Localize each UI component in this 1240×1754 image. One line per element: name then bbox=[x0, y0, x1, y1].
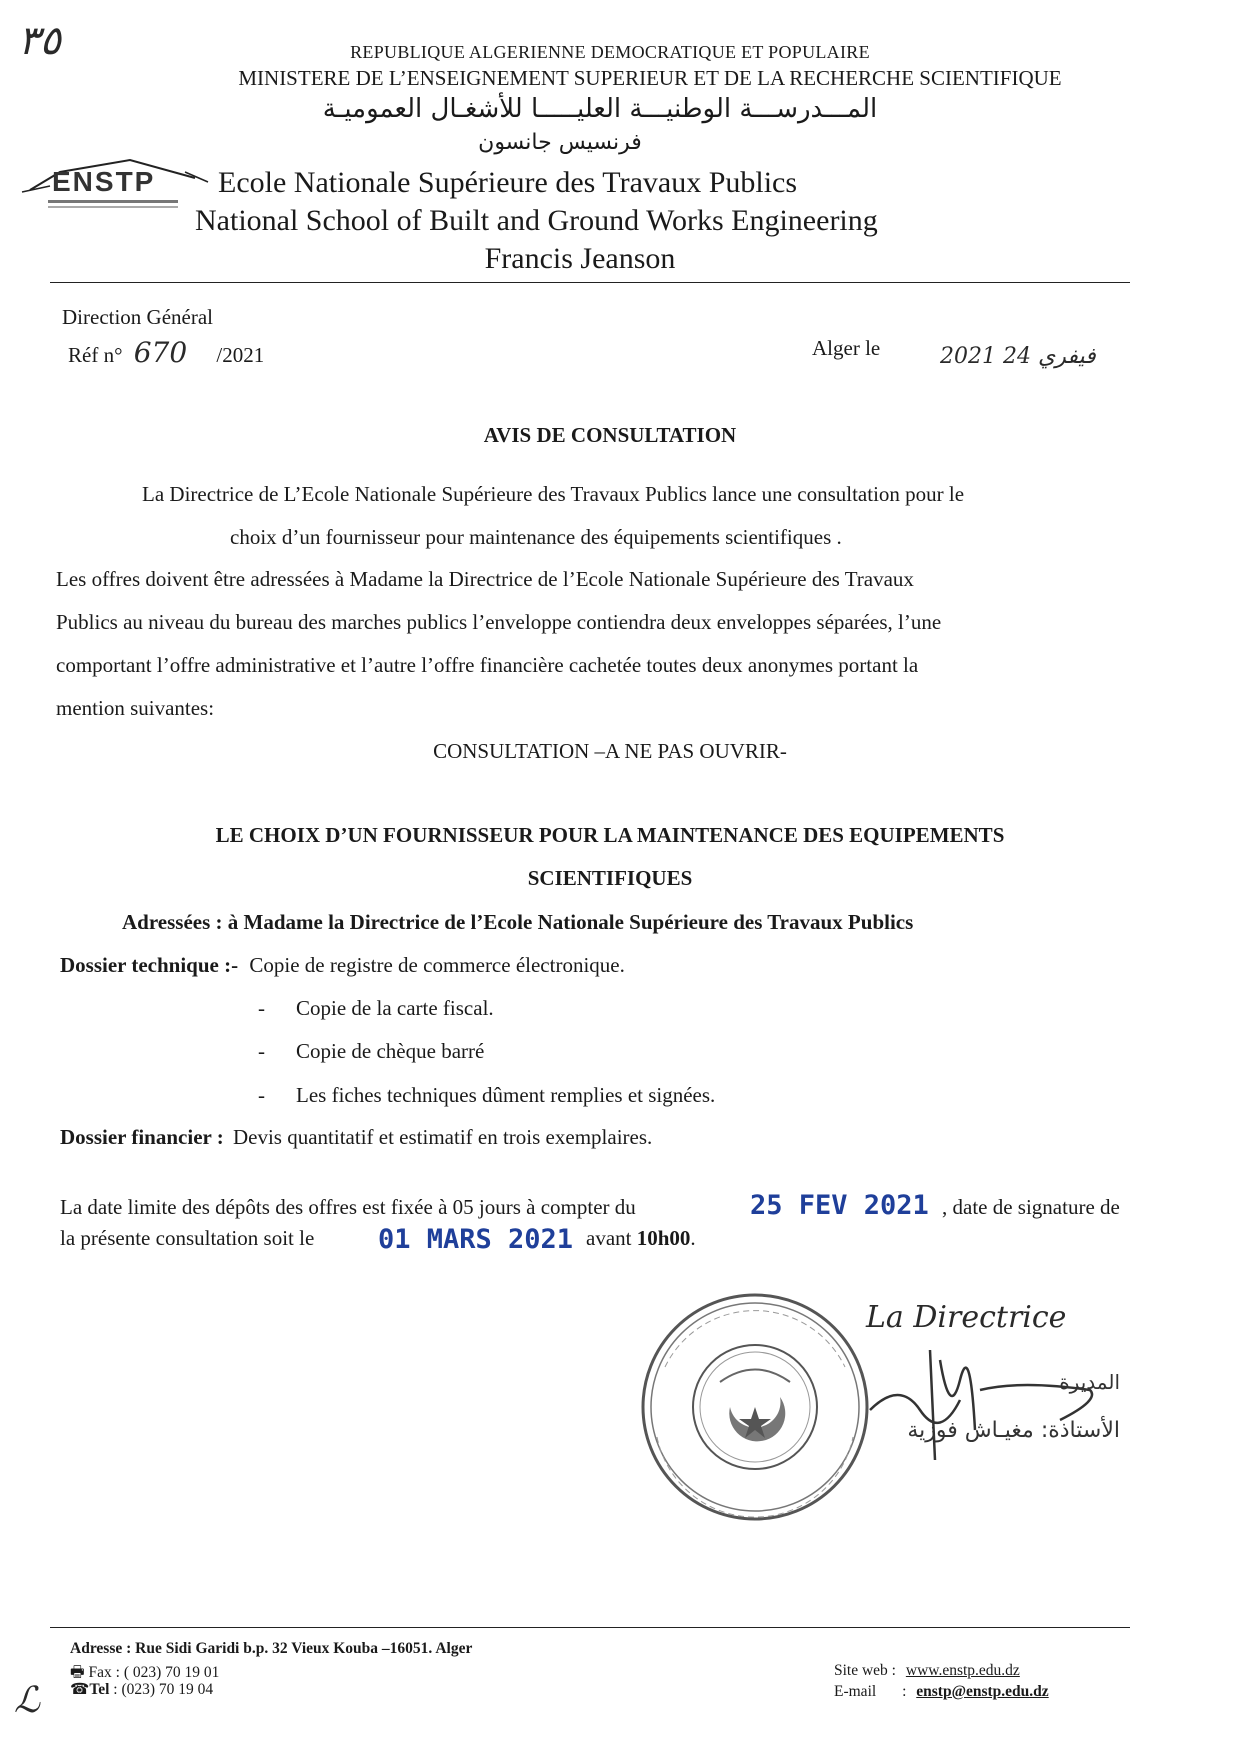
web-label: Site web : bbox=[834, 1662, 896, 1679]
email-link[interactable]: enstp@enstp.edu.dz bbox=[916, 1683, 1049, 1700]
signatory-role-arabic: المديرة bbox=[1059, 1370, 1120, 1394]
direction-label: Direction Général bbox=[62, 305, 214, 329]
ref-year: /2021 bbox=[216, 343, 265, 367]
dossier-technique bbox=[60, 953, 625, 978]
consultation-mention: CONSULTATION –A NE PAS OUVRIR- bbox=[433, 739, 787, 763]
francis-arabic: فرنسيس جانسون bbox=[478, 130, 642, 155]
date-stamp-deadline: 01 MARS 2021 bbox=[378, 1224, 574, 1255]
deadline-time: 10h00 bbox=[636, 1226, 691, 1250]
francis-jeanson: Francis Jeanson bbox=[484, 242, 676, 275]
dossier-technique-label: Dossier technique :- bbox=[60, 953, 239, 977]
dossier-financier-text: Devis quantitatif et estimatif en trois exemplaires. bbox=[232, 1125, 653, 1149]
signatory-name-arabic: الأستاذة: مغيـاش فوزية bbox=[907, 1418, 1120, 1443]
handwritten-mark: ℒ bbox=[14, 1680, 40, 1721]
logo-subtext-line bbox=[48, 206, 178, 208]
subject-line2: SCIENTIFIQUES bbox=[527, 866, 693, 890]
paragraph2-line1: Les offres doivent être adressées à Madame la Directrice de l’Ecole Nationale Supérieure des Travaux bbox=[56, 567, 914, 591]
list-item-text: Copie de la carte fiscal. bbox=[296, 996, 494, 1020]
deadline-part1: La date limite des dépôts des offres est fixée à 05 jours à compter du bbox=[60, 1195, 636, 1219]
website-link[interactable]: www.enstp.edu.dz bbox=[905, 1662, 1020, 1679]
footer-tel bbox=[70, 1680, 213, 1699]
handwritten-signature-graphic bbox=[860, 1340, 1110, 1470]
footer-web bbox=[834, 1662, 1020, 1680]
fax-label: Fax bbox=[88, 1664, 112, 1681]
paragraph2-line3: comportant l’offre administrative et l’autre l’offre financière cachetée toutes deux anonymes portant la bbox=[56, 653, 919, 677]
official-seal bbox=[635, 1287, 875, 1527]
footer-divider bbox=[50, 1627, 1130, 1628]
tel-label: Tel bbox=[89, 1681, 110, 1698]
school-name-en: National School of Built and Ground Works Engineering bbox=[195, 204, 878, 237]
email-separator: : bbox=[902, 1683, 907, 1700]
list-item-text: Les fiches techniques dûment remplies et signées. bbox=[296, 1083, 716, 1107]
list-item-text: Copie de chèque barré bbox=[296, 1039, 485, 1063]
dossier-financier bbox=[60, 1125, 652, 1150]
paragraph2-line2: Publics au niveau du bureau des marches publics l’enveloppe contiendra deux enveloppes séparées, l’une bbox=[56, 610, 942, 634]
republic-line: REPUBLIQUE ALGERIENNE DEMOCRATIQUE ET POPULAIRE bbox=[350, 42, 870, 62]
fax-icon: 🖶 bbox=[70, 1664, 85, 1681]
logo-text: ENSTP bbox=[52, 166, 156, 197]
paragraph1-line2: choix d’un fournisseur pour maintenance des équipements scientifiques . bbox=[230, 525, 842, 549]
list-item bbox=[258, 996, 494, 1021]
dossier-technique-item: Copie de registre de commerce électronique. bbox=[249, 953, 625, 977]
ministry-line: MINISTERE DE L’ENSEIGNEMENT SUPERIEUR ET DE LA RECHERCHE SCIENTIFIQUE bbox=[238, 66, 1062, 90]
deadline-part3: la présente consultation soit le bbox=[60, 1226, 315, 1250]
school-name-arabic: المـــدرســـة الوطنيـــة العليـــــا للأشغـال العموميـة bbox=[322, 94, 878, 124]
dossier-financier-label: Dossier financier : bbox=[60, 1125, 224, 1149]
ref-number: 670 bbox=[133, 336, 188, 369]
tel-number: : (023) 70 19 04 bbox=[113, 1681, 214, 1698]
signature-title: La Directrice bbox=[866, 1300, 1067, 1335]
handwritten-page-number: ٣٥ bbox=[18, 18, 61, 64]
alger-label: Alger le bbox=[812, 336, 881, 360]
paragraph2-line4: mention suivantes: bbox=[56, 696, 215, 720]
deadline-avant: avant bbox=[586, 1226, 632, 1250]
enstp-logo bbox=[20, 150, 210, 220]
fax-number: : ( 023) 70 19 01 bbox=[115, 1664, 220, 1681]
list-bullet: - bbox=[258, 1039, 265, 1063]
list-item bbox=[258, 1039, 485, 1064]
list-bullet: - bbox=[258, 996, 265, 1020]
handwritten-signature bbox=[860, 1340, 1110, 1470]
deadline-end: . bbox=[690, 1226, 696, 1250]
deadline-time-line bbox=[586, 1226, 696, 1251]
document-title: AVIS DE CONSULTATION bbox=[483, 423, 737, 447]
school-name-fr: Ecole Nationale Supérieure des Travaux Publics bbox=[218, 166, 798, 199]
date-stamp-received: 25 FEV 2021 bbox=[750, 1190, 929, 1221]
ref-label: Réf n° bbox=[68, 343, 123, 367]
deadline-part2: , date de signature de bbox=[942, 1195, 1120, 1219]
official-seal-graphic bbox=[635, 1287, 875, 1527]
logo-subtext-line bbox=[48, 200, 178, 203]
footer-address: Adresse : Rue Sidi Garidi b.p. 32 Vieux Kouba –16051. Alger bbox=[70, 1640, 473, 1657]
addressed-line: Adressées : à Madame la Directrice de l’Ecole Nationale Supérieure des Travaux Publics bbox=[122, 910, 914, 934]
email-label: E-mail bbox=[834, 1683, 877, 1700]
date-handwritten: 2021 فيفري 24 bbox=[940, 344, 1096, 369]
footer-email bbox=[834, 1683, 1049, 1701]
list-item bbox=[258, 1083, 716, 1108]
subject-line1: LE CHOIX D’UN FOURNISSEUR POUR LA MAINTENANCE DES EQUIPEMENTS bbox=[215, 823, 1005, 847]
phone-icon: ☎ bbox=[70, 1681, 90, 1698]
paragraph1-line1: La Directrice de L’Ecole Nationale Supérieure des Travaux Publics lance une consultation pour le bbox=[142, 482, 965, 506]
header-divider bbox=[50, 282, 1130, 283]
ref-line bbox=[68, 336, 264, 369]
list-bullet: - bbox=[258, 1083, 265, 1107]
